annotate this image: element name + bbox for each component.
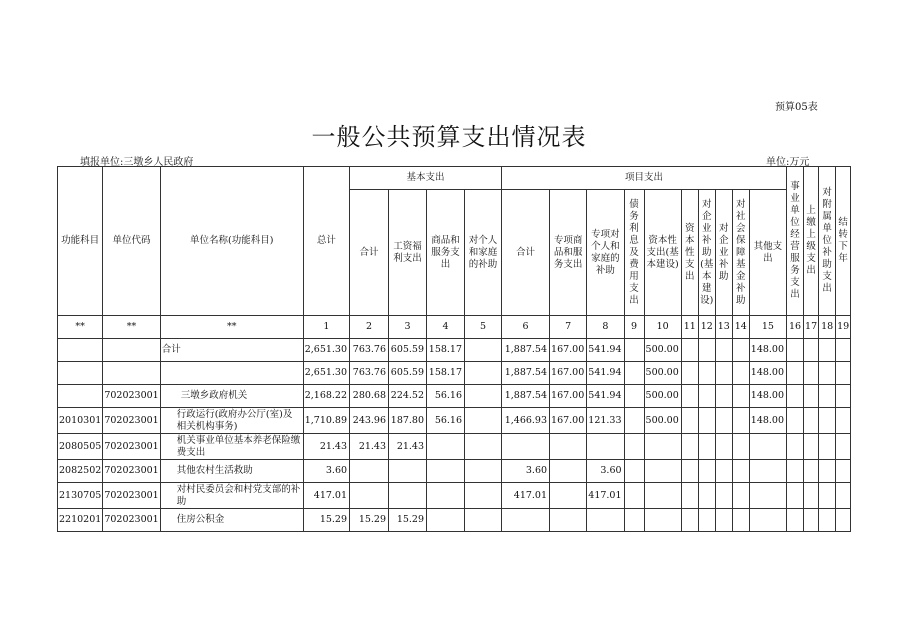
value-cell <box>749 460 786 483</box>
unit-name-cell: 机关事业单位基本养老保险缴费支出 <box>160 434 303 460</box>
value-cell: 500.00 <box>644 408 681 434</box>
value-cell: 417.01 <box>303 483 349 509</box>
column-number: ** <box>58 316 103 339</box>
value-cell: 417.01 <box>587 483 624 509</box>
header-project-sum: 合计 <box>502 190 550 316</box>
header-basic-salary: 工资福利支出 <box>389 190 427 316</box>
value-cell <box>644 509 681 532</box>
func-code-cell: 2080505 <box>58 434 103 460</box>
value-cell <box>681 339 698 362</box>
column-number: 11 <box>681 316 698 339</box>
column-number: 1 <box>303 316 349 339</box>
value-cell <box>836 385 851 408</box>
func-code-cell: 2210201 <box>58 509 103 532</box>
column-number: 10 <box>644 316 681 339</box>
value-cell <box>732 362 749 385</box>
header-total: 总计 <box>303 167 349 316</box>
value-cell <box>698 460 715 483</box>
value-cell <box>698 362 715 385</box>
value-cell <box>836 408 851 434</box>
value-cell <box>698 408 715 434</box>
value-cell <box>787 362 804 385</box>
value-cell: 500.00 <box>644 362 681 385</box>
value-cell <box>681 483 698 509</box>
column-number: 2 <box>350 316 389 339</box>
value-cell <box>624 362 644 385</box>
value-cell <box>624 385 644 408</box>
value-cell <box>681 385 698 408</box>
value-cell <box>427 483 465 509</box>
value-cell: 2,651.30 <box>303 339 349 362</box>
value-cell: 1,887.54 <box>502 339 550 362</box>
func-code-cell <box>58 339 103 362</box>
header-project-goods: 专项商品和服务支出 <box>550 190 587 316</box>
value-cell <box>787 509 804 532</box>
value-cell <box>681 408 698 434</box>
table-row <box>58 509 851 532</box>
func-code-cell <box>58 362 103 385</box>
value-cell: 158.17 <box>427 362 465 385</box>
value-cell: 148.00 <box>749 339 786 362</box>
value-cell <box>836 339 851 362</box>
unit-name-cell: 行政运行(政府办公厅(室)及相关机构事务) <box>160 408 303 434</box>
value-cell <box>502 509 550 532</box>
column-number: 5 <box>465 316 502 339</box>
header-project-capital-2: 资本性支出 <box>681 190 698 316</box>
value-cell <box>502 434 550 460</box>
value-cell <box>550 434 587 460</box>
header-19: 结转下年 <box>836 167 851 316</box>
value-cell: 158.17 <box>427 339 465 362</box>
value-cell <box>465 339 502 362</box>
value-cell: 2,651.30 <box>303 362 349 385</box>
column-number: ** <box>160 316 303 339</box>
value-cell <box>389 483 427 509</box>
value-cell: 15.29 <box>303 509 349 532</box>
value-cell <box>624 339 644 362</box>
value-cell <box>732 483 749 509</box>
value-cell <box>465 362 502 385</box>
value-cell: 167.00 <box>550 408 587 434</box>
unit-name-cell: 对村民委员会和村党支部的补助 <box>160 483 303 509</box>
unit-name-cell: 合计 <box>160 339 303 362</box>
value-cell <box>550 483 587 509</box>
unit-code-cell: 702023001 <box>103 408 160 434</box>
value-cell: 21.43 <box>389 434 427 460</box>
value-cell <box>644 483 681 509</box>
value-cell: 541.94 <box>587 339 624 362</box>
value-cell <box>624 434 644 460</box>
column-number: 13 <box>715 316 732 339</box>
value-cell <box>787 339 804 362</box>
value-cell <box>465 483 502 509</box>
value-cell: 187.80 <box>389 408 427 434</box>
header-16: 事业单位经营服务支出 <box>787 167 804 316</box>
value-cell <box>819 339 836 362</box>
column-number: 18 <box>819 316 836 339</box>
value-cell <box>804 509 819 532</box>
value-cell <box>550 509 587 532</box>
value-cell <box>427 509 465 532</box>
value-cell <box>644 460 681 483</box>
value-cell <box>804 408 819 434</box>
value-cell <box>787 385 804 408</box>
value-cell: 541.94 <box>587 362 624 385</box>
value-cell: 500.00 <box>644 339 681 362</box>
unit-code-cell: 702023001 <box>103 434 160 460</box>
value-cell: 605.59 <box>389 362 427 385</box>
header-basic: 基本支出 <box>350 167 502 190</box>
value-cell <box>819 460 836 483</box>
value-cell: 56.16 <box>427 408 465 434</box>
value-cell: 167.00 <box>550 339 587 362</box>
header-func-code: 功能科目 <box>58 167 103 316</box>
value-cell <box>350 460 389 483</box>
header-project-capital: 资本性支出(基本建设) <box>644 190 681 316</box>
value-cell <box>749 509 786 532</box>
header-basic-goods: 商品和服务支出 <box>427 190 465 316</box>
form-number: 预算05表 <box>775 102 818 113</box>
value-cell: 148.00 <box>749 385 786 408</box>
table-row <box>58 483 851 509</box>
value-cell <box>804 460 819 483</box>
value-cell <box>819 483 836 509</box>
value-cell: 605.59 <box>389 339 427 362</box>
value-cell <box>624 509 644 532</box>
func-code-cell: 2130705 <box>58 483 103 509</box>
value-cell: 1,887.54 <box>502 362 550 385</box>
value-cell <box>732 434 749 460</box>
value-cell <box>715 483 732 509</box>
header-project: 项目支出 <box>502 167 787 190</box>
value-cell <box>787 483 804 509</box>
value-cell: 167.00 <box>550 362 587 385</box>
value-cell: 148.00 <box>749 362 786 385</box>
value-cell <box>732 385 749 408</box>
value-cell: 21.43 <box>350 434 389 460</box>
value-cell: 280.68 <box>350 385 389 408</box>
value-cell <box>465 509 502 532</box>
column-number: 14 <box>732 316 749 339</box>
func-code-cell <box>58 385 103 408</box>
value-cell: 21.43 <box>303 434 349 460</box>
value-cell <box>819 509 836 532</box>
unit-code-cell: 702023001 <box>103 385 160 408</box>
value-cell: 15.29 <box>389 509 427 532</box>
value-cell: 1,466.93 <box>502 408 550 434</box>
value-cell: 1,710.89 <box>303 408 349 434</box>
header-project-enterprise-2: 对企业补助 <box>715 190 732 316</box>
value-cell <box>749 434 786 460</box>
value-cell <box>715 385 732 408</box>
value-cell <box>836 434 851 460</box>
header-project-debt: 债务利息及费用支出 <box>624 190 644 316</box>
value-cell: 121.33 <box>587 408 624 434</box>
value-cell <box>465 408 502 434</box>
unit-code-cell: 702023001 <box>103 460 160 483</box>
value-cell <box>787 434 804 460</box>
func-code-cell: 2082502 <box>58 460 103 483</box>
header-18: 对附属单位补助支出 <box>819 167 836 316</box>
value-cell <box>804 362 819 385</box>
column-number: ** <box>103 316 160 339</box>
value-cell <box>804 339 819 362</box>
value-cell <box>819 434 836 460</box>
header-project-enterprise: 对企业补助(基本建设) <box>698 190 715 316</box>
value-cell: 3.60 <box>502 460 550 483</box>
func-code-cell: 2010301 <box>58 408 103 434</box>
value-cell: 417.01 <box>502 483 550 509</box>
value-cell <box>836 483 851 509</box>
table-row <box>58 385 851 408</box>
value-cell: 1,887.54 <box>502 385 550 408</box>
column-number: 7 <box>550 316 587 339</box>
table-row <box>58 339 851 362</box>
header-project-personal: 专项对个人和家庭的补助 <box>587 190 624 316</box>
value-cell <box>819 408 836 434</box>
unit-name-cell: 三墩乡政府机关 <box>160 385 303 408</box>
table-row <box>58 408 851 434</box>
header-project-other: 其他支出 <box>749 190 786 316</box>
value-cell <box>715 509 732 532</box>
column-number: 6 <box>502 316 550 339</box>
header-unit-code: 单位代码 <box>103 167 160 316</box>
value-cell <box>681 434 698 460</box>
reporting-unit: 填报单位:三墩乡人民政府 <box>80 157 194 168</box>
unit-name-cell <box>160 362 303 385</box>
value-cell <box>787 408 804 434</box>
header-basic-sum: 合计 <box>350 190 389 316</box>
value-cell: 763.76 <box>350 362 389 385</box>
unit-name-cell: 其他农村生活救助 <box>160 460 303 483</box>
value-cell <box>732 460 749 483</box>
value-cell <box>715 362 732 385</box>
page-title: 一般公共预算支出情况表 <box>311 123 587 151</box>
column-number: 8 <box>587 316 624 339</box>
value-cell <box>715 434 732 460</box>
value-cell <box>681 460 698 483</box>
currency-unit: 单位:万元 <box>766 157 810 168</box>
value-cell: 224.52 <box>389 385 427 408</box>
value-cell: 3.60 <box>587 460 624 483</box>
value-cell <box>836 460 851 483</box>
value-cell <box>427 460 465 483</box>
unit-name-cell: 住房公积金 <box>160 509 303 532</box>
value-cell <box>681 509 698 532</box>
value-cell <box>681 362 698 385</box>
value-cell <box>698 509 715 532</box>
value-cell: 500.00 <box>644 385 681 408</box>
value-cell <box>819 385 836 408</box>
column-number: 4 <box>427 316 465 339</box>
column-number: 19 <box>836 316 851 339</box>
header-basic-personal: 对个人和家庭的补助 <box>465 190 502 316</box>
value-cell <box>587 434 624 460</box>
value-cell <box>732 509 749 532</box>
unit-code-cell: 702023001 <box>103 509 160 532</box>
value-cell <box>804 385 819 408</box>
value-cell <box>698 339 715 362</box>
value-cell <box>836 362 851 385</box>
value-cell <box>715 339 732 362</box>
value-cell <box>804 483 819 509</box>
value-cell: 148.00 <box>749 408 786 434</box>
value-cell <box>624 408 644 434</box>
value-cell <box>698 434 715 460</box>
value-cell <box>715 408 732 434</box>
column-number: 3 <box>389 316 427 339</box>
value-cell <box>465 385 502 408</box>
value-cell <box>732 339 749 362</box>
unit-code-cell <box>103 362 160 385</box>
value-cell <box>749 483 786 509</box>
value-cell <box>698 385 715 408</box>
value-cell <box>427 434 465 460</box>
value-cell <box>732 408 749 434</box>
table-row <box>58 362 851 385</box>
table-row <box>58 434 851 460</box>
value-cell: 15.29 <box>350 509 389 532</box>
value-cell: 243.96 <box>350 408 389 434</box>
column-number: 12 <box>698 316 715 339</box>
column-number: 17 <box>804 316 819 339</box>
value-cell <box>804 434 819 460</box>
unit-code-cell: 702023001 <box>103 483 160 509</box>
header-17: 上缴上级支出 <box>804 167 819 316</box>
numbering-row <box>58 316 851 339</box>
budget-table <box>57 166 851 532</box>
value-cell <box>350 483 389 509</box>
value-cell <box>819 362 836 385</box>
value-cell <box>624 460 644 483</box>
value-cell <box>624 483 644 509</box>
value-cell <box>644 434 681 460</box>
value-cell <box>698 483 715 509</box>
value-cell <box>465 434 502 460</box>
value-cell <box>836 509 851 532</box>
value-cell: 2,168.22 <box>303 385 349 408</box>
column-number: 16 <box>787 316 804 339</box>
unit-code-cell <box>103 339 160 362</box>
value-cell: 56.16 <box>427 385 465 408</box>
value-cell: 167.00 <box>550 385 587 408</box>
value-cell <box>550 460 587 483</box>
value-cell <box>465 460 502 483</box>
column-number: 15 <box>749 316 786 339</box>
column-number: 9 <box>624 316 644 339</box>
value-cell <box>389 460 427 483</box>
value-cell <box>787 460 804 483</box>
value-cell <box>587 509 624 532</box>
table-row <box>58 460 851 483</box>
value-cell: 541.94 <box>587 385 624 408</box>
header-unit-name: 单位名称(功能科目) <box>160 167 303 316</box>
header-project-social: 对社会保障基金补助 <box>732 190 749 316</box>
value-cell: 3.60 <box>303 460 349 483</box>
value-cell: 763.76 <box>350 339 389 362</box>
value-cell <box>715 460 732 483</box>
